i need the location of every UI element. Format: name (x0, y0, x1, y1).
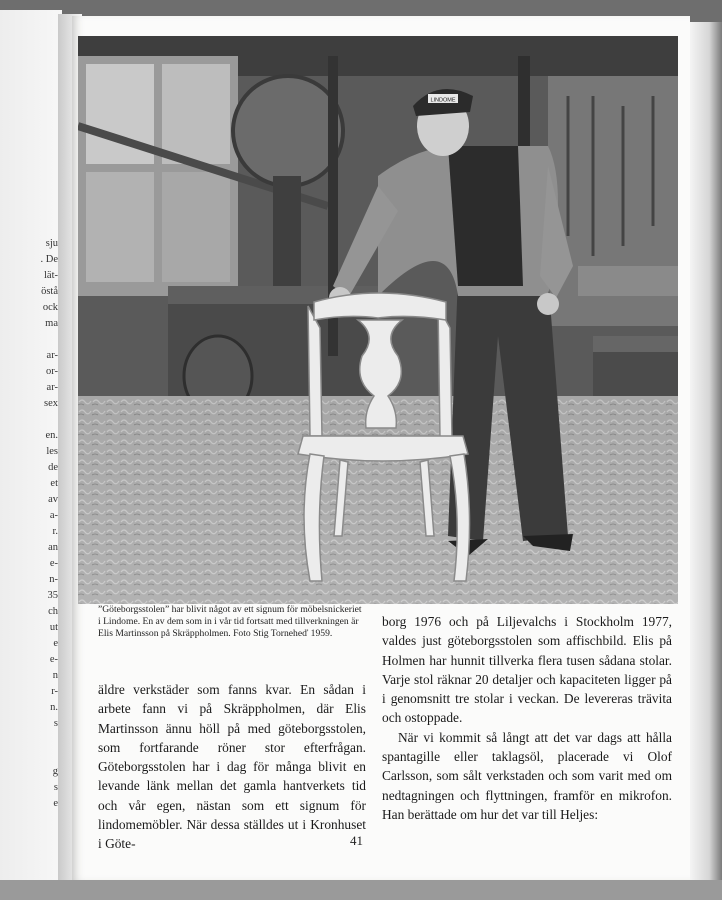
left-page-text-fragment: ock (42, 302, 58, 313)
left-page-text-fragment: östå (41, 286, 58, 297)
left-page-text-fragment: sex (44, 398, 58, 409)
left-page-text-fragment: r. (52, 526, 58, 537)
left-page-text-fragment: e- (49, 654, 58, 665)
body-text-right-column (382, 612, 672, 824)
left-page-text-fragment: av (48, 494, 58, 505)
left-page-text-fragment: ch (48, 606, 58, 617)
right-column-paragraph-2: När vi kommit så långt att det var dags att hålla spantagille eller taklagsöl, placerade vi Olof Carlsson, som sålt verkstaden och som varit med om nedtagningen och flyttningen, framför en mikrofon. Han berättade om hur det var till Heljes: (382, 729, 672, 822)
left-page-text-fragment: ar- (46, 382, 58, 393)
left-page-text-fragment: 35 (47, 590, 58, 601)
left-page-text-fragment: . De (40, 254, 58, 265)
left-page-text-fragment: or- (45, 366, 58, 377)
body-text-left-column (98, 680, 366, 854)
left-page-text-fragment: s (53, 718, 58, 729)
right-column-paragraph-1: borg 1976 och på Liljevalchs i Stockholm 1977, valdes just göteborgsstolen som affischbild. Elis på Holmen har hunnit tillverka flera tusen sådana stolar. Varje stol räknar 20 detaljer och kapaciteten ligger på i genomsnitt tre stolar i veckan. De levereras trävita och ostoppade. (382, 614, 672, 726)
left-page-text-fragment: ut (49, 622, 58, 633)
left-page-text-fragment: g (52, 766, 58, 777)
cap-badge: LINDOME (430, 97, 456, 104)
left-page-text-fragment: et (50, 478, 58, 489)
left-column-paragraph: äldre verkstäder som fanns kvar. En sådan i arbete fann vi på Skräppholmen, där Elis Martinsson ännu höll på med göteborgsstolen, som fortfarande röner stor efterfrågan. Göteborgsstolen har i dag för många blivit en levande länk mellan det gamla hantverkets tid och vår egen, nästan som ett signum för lindomemöbler. När dessa ställdes ut i Kronhuset i Göte- (98, 682, 366, 852)
workshop-photograph (78, 36, 678, 604)
left-page-text-fragment: sju (45, 238, 58, 249)
left-page-text-fragment: n- (49, 574, 58, 585)
left-page-text-fragment: n. (50, 702, 58, 713)
photo-illustration (78, 36, 678, 604)
left-page-text-fragment: r- (51, 686, 58, 697)
left-page-text-fragment: s (53, 782, 58, 793)
left-page-text-fragment: n (52, 670, 58, 681)
left-page-text-fragment: a- (49, 510, 58, 521)
left-page-text-fragment: de (48, 462, 58, 473)
left-page-text-fragment: ar- (46, 350, 58, 361)
left-page-text-fragment: les (46, 446, 58, 457)
page-edges (690, 22, 722, 880)
left-page-text-fragment: e (53, 798, 58, 809)
left-page-text-fragment: lät- (44, 270, 58, 281)
left-page-text-fragment: e (53, 638, 58, 649)
page-number: 41 (350, 833, 363, 848)
left-page (0, 10, 62, 880)
left-page-text-fragment: en. (45, 430, 58, 441)
left-page-text-fragment: e- (49, 558, 58, 569)
saw-wheel (233, 76, 343, 186)
left-page-text-fragment: ma (45, 318, 58, 329)
photo-caption: ”Göteborgsstolen” har blivit något av ett signum för möbelsnickeriet i Lindome. En av dem som in i vår tid fortsatt med tillverkningen är Elis Martinsson på Skräppholmen. Foto Stig Torneheď 1959. (98, 604, 362, 639)
left-page-text-fragment: an (48, 542, 58, 553)
